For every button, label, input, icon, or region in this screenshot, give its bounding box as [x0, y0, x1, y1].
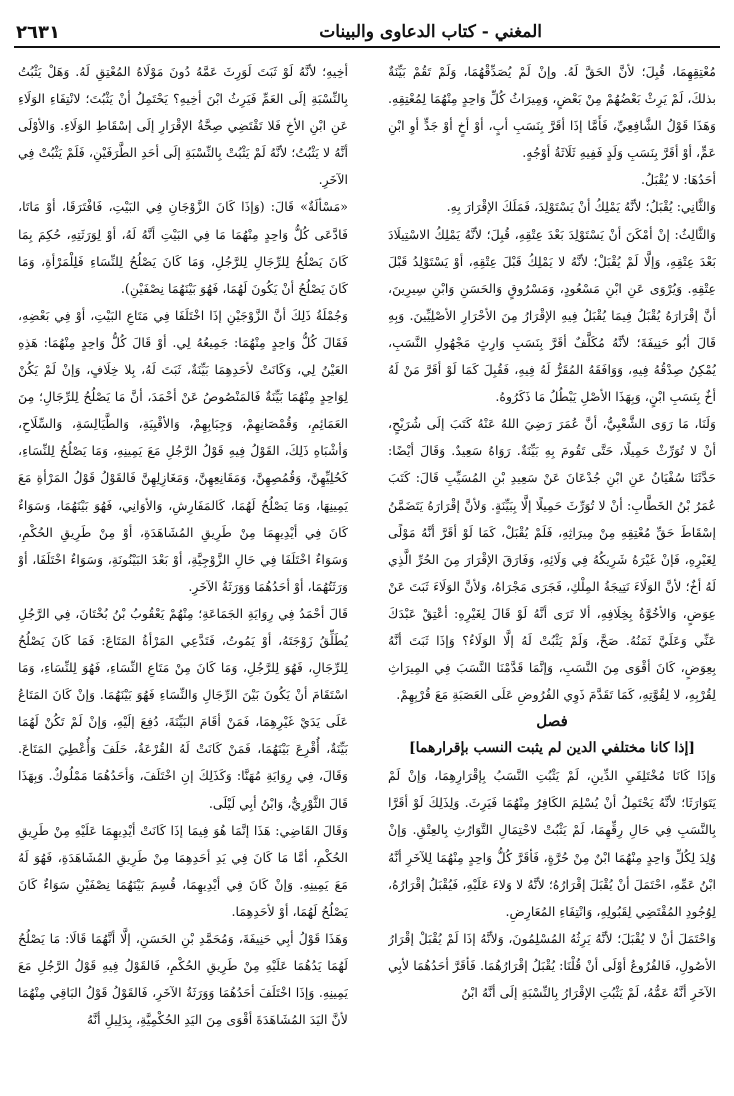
paragraph: وَالثَّالِثُ: إنْ أمْكَنَ أنْ يَسْتَوْلِدَ بَعْدَ عِتْقِهِ، قُبِلَ؛ لأنَّهُ يَمْلِكُ الاسْتِيلَادَ بَعْدَ عِتْقِهِ، وَإلَّا لَمْ يُقْبَلْ؛ لأنَّهُ لا يَمْلِكُ قَبْلَ عِتْقِهِ، أوْ يَسْتَوْلِدُ قَبْلَ عِتْقِهِ. وَيُرْوَى عَنِ ابْنِ مَسْعُودٍ، وَمَسْرُوقٍ وَالحَسَنِ وَابْنِ سِيرِينَ، أنَّ إقْرَارَهُ يُقْبَلُ فِيمَا يُقْبَلُ فِيهِ الإقْرَارُ مِنَ الأحْرَارِ الأصْلِيِّينَ. وَبِهِ قَالَ أبُو حَنِيفَةَ؛ لأنَّهُ مُكَلَّفٌ أقَرَّ بِنَسَبِ وَارِثٍ مَجْهُولِ النَّسَبِ، يُمْكِنُ صِدْقُهُ فِيهِ، وَوَافَقَهُ المُقَرُّ لَهُ فِيهِ، فَقُبِلَ كَمَا لَوْ أقَرَّ مَنْ لَهُ أخٌ بِنَسَبِ ابْنٍ، وَبِهَذَا الأصْلِ يَبْطُلُ مَا ذَكَرُوهُ.	[388, 226, 716, 405]
page-number: ٢٦٣١	[16, 22, 60, 43]
paragraph: وَإذَا كَانَا مُخْتَلِفَيِ الدِّينِ، لَمْ يَثْبُتِ النَّسَبُ بِإقْرَارِهِمَا، وَإنْ لَمْ يَتَوَارَثَا؛ لأنَّهُ يَحْتَمِلُ أنْ يُسْلِمَ الكَافِرُ مِنْهُمَا فَيَرِثَ. وَلِذَلِكَ لَوْ أقَرَّا بِالنَّسَبِ فِي حَالِ رِقِّهِمَا، لَمْ يَثْبُتْ لاحْتِمَالِ التَّوَارُثِ بِالعِتْقِ. وَإنْ وُلِدَ لِكُلِّ وَاحِدٍ مِنْهُمَا ابْنٌ مِنْ حُرَّةٍ، فَأقَرَّ كُلُّ وَاحِدٍ مِنْهُمَا لِلآخَرِ أنَّهُ ابْنُ عَمِّهِ، احْتَمَلَ أنْ يُقْبَلَ إقْرَارُهُ؛ لأنَّهُ لا وَلاءَ عَلَيْهِ، فَيُقْبَلُ إقْرَارُهُ، لِوُجُودِ المُقْتَضِي لِقَبُولِهِ، وَانْتِفَاءِ المُعَارِضِ.	[388, 768, 716, 919]
paragraph: وَالثَّانِي: يُقْبَلُ؛ لأنَّهُ يَمْلِكُ أنْ يَسْتَوْلِدَ، فَمَلَكَ الإقْرَارَ بِهِ.	[446, 199, 716, 215]
page-header	[14, 20, 720, 48]
section-label: فصل	[536, 712, 568, 731]
paragraph: وَاحْتَمَلَ أنْ لا يُقْبَلَ؛ لأنَّهُ يَرِثُهُ المُسْلِمُونَ، وَلأنَّهُ إذَا لَمْ يُقْبَلْ إقْرَارُ الأصُولِ، فَالفُرُوعُ أوْلَى أنْ قُلْنَا: يُقْبَلُ إقْرَارُهُمَا. فَأقَرَّ أحَدُهُمَا لأبِي الآخَرِ أنَّهُ عَمُّهُ، لَمْ يَثْبُتِ الإقْرَارُ بِالنِّسْبَةِ إلَى أنَّهُ ابْنُ	[388, 930, 716, 1000]
paragraph: وَقَالَ القَاضِي: هَذَا إنَّمَا هُوَ فِيمَا إذَا كَانَتْ أيْدِيهِمَا عَلَيْهِ مِنْ طَرِيقِ الحُكْمِ، أمَّا مَا كَانَ فِي يَدِ أحَدِهِمَا مِنْ طَرِيقِ المُشَاهَدَةِ، فَهُوَ لَهُ مَعَ يَمِينِهِ. وَإنْ كَانَ فِي أيْدِيهِمَا، قُسِمَ بَيْنَهُمَا نِصْفَيْنِ سَوَاءٌ كَانَ يَصْلُحُ لَهُمَا، أوْ لأحَدِهِمَا.	[18, 822, 348, 919]
paragraph: «مَسْألَةٌ» قَالَ: (وَإذَا كَانَ الزَّوْجَانِ فِي البَيْتِ، فَافْتَرَقَا، أوْ مَاتَا، فَادَّعَى كُلُّ وَاحِدٍ مِنْهُمَا مَا فِي البَيْتِ أنَّهُ لَهُ، أوْ لِوَرَثَتِهِ، حُكِمَ بِمَا كَانَ يَصْلُحُ لِلرِّجَالِ لِلرَّجُلِ، وَمَا كَانَ يَصْلُحُ لِلنِّسَاءِ فَلِلْمَرْأةِ، وَمَا كَانَ يَصْلُحُ أنْ يَكُونَ لَهُمَا، فَهُوَ بَيْنَهُمَا نِصْفَيْنِ).	[18, 199, 348, 296]
book-title: المغني - كتاب الدعاوى والبينات	[319, 22, 542, 42]
paragraph: أخِيهِ؛ لأنَّهُ لَوْ ثَبَتَ لَوَرِثَ عَمَّهُ دُونَ مَوْلَاهُ المُعْتِقِ لَهُ. وَهَلْ يَثْبُتُ بِالنِّسْبَةِ إلَى العَمِّ فَيَرِثُ ابْنَ أخِيهِ؟ يَحْتَمِلُ أنْ يَثْبُتَ؛ لانْتِفَاءِ الوَلَاءِ عَنِ ابْنِ الأخِ فَلا تَقْتَضِي صِحَّةُ الإقْرَارِ إلَى إسْقَاطِ الوَلَاءِ. وَالأوْلَى أنَّهُ لا يَثْبُتُ؛ لأنَّهُ لَمْ يَثْبُتْ بِالنِّسْبَةِ إلَى أحَدِ الطَّرَفَيْنِ، فَلَمْ يَثْبُتْ فِي الآخَرِ.	[18, 64, 348, 188]
paragraph: وَهَذَا قَوْلُ أبِي حَنِيفَةَ، وَمُحَمَّدِ بْنِ الحَسَنِ، إلَّا أنَّهُمَا قَالَا: مَا يَصْلُحُ لَهُمَا يَدُهُمَا عَلَيْهِ مِنْ طَرِيقِ الحُكْمِ، فَالقَوْلُ فِيهِ قَوْلُ الرَّجُلِ مَعَ يَمِينِهِ. وَإذَا اخْتَلَفَ أحَدُهُمَا وَوَرَثَةُ الآخَرِ، فَالقَوْلُ قَوْلُ البَاقِي مِنْهُمَا لأنَّ اليَدَ المُشَاهَدَةَ أقْوَى مِنَ اليَدِ الحُكْمِيَّةِ، بِدَلِيلِ أنَّهُ	[18, 931, 348, 1028]
paragraph: قَالَ أحْمَدُ فِي رِوَايَةِ الجَمَاعَةِ؛ مِنْهُمْ يَعْقُوبُ بْنُ بُخْتَانَ، فِي الرَّجُلِ يُطَلِّقُ زَوْجَتَهُ، أوْ يَمُوتُ، فَتَدَّعِي المَرْأةُ المَتَاعَ: فَمَا كَانَ يَصْلُحُ لِلرِّجَالِ، فَهُوَ لِلرَّجُلِ، وَمَا كَانَ مِنْ مَتَاعِ النِّسَاءِ، فَهُوَ لِلنِّسَاءِ، وَمَا اسْتَقَامَ أنْ يَكُونَ بَيْنَ الرِّجَالِ وَالنِّسَاءِ فَهُوَ بَيْنَهُمَا. وَإنْ كَانَ المَتَاعُ عَلَى يَدَيْ غَيْرِهِمَا، فَمَنْ أقَامَ البَيِّنَةَ، دُفِعَ إلَيْهِ، وَإنْ لَمْ تَكُنْ لَهُمَا بَيِّنَةٌ، أُقْرِعَ بَيْنَهُمَا، فَمَنْ كَانَتْ لَهُ القُرْعَةُ، حَلَفَ وَأُعْطِيَ المَتَاعَ. وَقَالَ، فِي رِوَايَةِ مُهَنَّا: وَكَذَلِكَ إنِ اخْتَلَفَ، وَأحَدُهُمَا مَمْلُوكٌ. وَبِهَذَا قَالَ الثَّوْرِيُّ، وَابْنُ أبِي لَيْلَى.	[18, 605, 348, 811]
section-heading: [إذا كانا مختلفي الدين لم يثبت النسب بإقرارهما]	[409, 740, 695, 757]
paragraph: وَلَنَا، مَا رَوَى الشَّعْبِيُّ، أنَّ عُمَرَ رَضِيَ اللهُ عَنْهُ كَتَبَ إلَى شُرَيْحٍ، أنْ لا تُوَرِّثْ حَمِيلًا، حَتَّى تَقُومَ بِهِ بَيِّنَةٌ. رَوَاهُ سَعِيدٌ. وَقَالَ أيْضًا: حَدَّثَنَا سُفْيَانُ عَنِ ابْنِ جُدْعَانَ عَنْ سَعِيدِ بْنِ المُسَيِّبِ قَالَ: كَتَبَ عُمَرُ بْنُ الخَطَّابِ: أنْ لا تُوَرِّثَ حَمِيلًا إلَّا بِبَيِّنَةٍ. وَلأنَّ إقْرَارَهُ يَتَضَمَّنُ إسْقَاطَ حَقِّ مُعْتِقِهِ مِنْ مِيرَاثِهِ، فَلَمْ يُقْبَلْ، كَمَا لَوْ أقَرَّ أنَّهُ مَوْلًى لِغَيْرِهِ، فَإنْ غَيْرَهُ شَرِيكُهُ فِي وَلَائِهِ، وَفَارَقَ الإقْرَارَ مِنَ الحُرِّ الَّذِي لَهُ أخٌ؛ لأنَّ الوَلَاءَ نَتِيجَةُ المِلْكِ، فَجَرَى مَجْرَاهُ، وَلأنَّ الوَلَاءَ ثَبَتَ عَنْ عِوَضٍ، وَالأخُوَّةُ بِخِلَافِهِ، ألا تَرَى أنَّهُ لَوْ قَالَ لِغَيْرِهِ: أعْتِقْ عَبْدَكَ عَنِّي وَعَلَيَّ ثَمَنُهُ. صَحَّ، وَلَمْ يَثْبُتْ لَهُ إلَّا الوَلَاءُ؟ وَإذَا ثَبَتَ أنَّهُ بِعِوَضٍ، كَانَ أقْوَى مِنَ النَّسَبِ، وَإنَّمَا قَدَّمْنَا النَّسَبَ فِي المِيرَاثِ لِقُرْبِهِ، لا لِقُوَّتِهِ، كَمَا تَقَدَّمَ ذَوِي الفُرُوضِ عَلَى العَصَبَةِ مَعَ قُرْبِهِمْ.	[388, 416, 716, 703]
paragraph: أحَدُهَا: لا يُقْبَلُ.	[640, 172, 716, 188]
left-column	[18, 58, 348, 1082]
right-column	[388, 58, 716, 1082]
paragraph: وَجُمْلَةُ ذَلِكَ أنَّ الزَّوْجَيْنِ إذَا اخْتَلَفَا فِي مَتَاعِ البَيْتِ، أوْ فِي بَعْضِهِ، فَقَالَ كُلُّ وَاحِدٍ مِنْهُمَا: جَمِيعُهُ لِي. أوْ قَالَ كُلُّ وَاحِدٍ مِنْهُمَا: هَذِهِ العَيْنُ لِي، وَكَانَتْ لأحَدِهِمَا بَيِّنَةٌ، ثَبَتَ لَهُ، بِلا خِلَافٍ، وَإنْ لَمْ يَكُنْ لِوَاحِدٍ مِنْهُمَا بَيِّنَةٌ فَالمَنْصُوصُ عَنْ أحْمَدَ، أنَّ مَا يَصْلُحُ لِلرِّجَالِ؛ مِنَ العَمَائِمِ، وَقُمْصَانِهِمْ، وَجِبَابِهِمْ، وَالأقْبِيَةِ، وَالطَّيَالِسَةِ، وَالسِّلَاحِ، وَأشْبَاهِ ذَلِكَ، القَوْلُ فِيهِ قَوْلُ الرَّجُلِ مَعَ يَمِينِهِ، وَمَا يَصْلُحُ لِلنِّسَاءِ، كَحُلِيِّهِنَّ، وَقُمُصِهِنَّ، وَمَقَانِعِهِنَّ، وَمَغَازِلِهِنَّ فَالقَوْلُ قَوْلُ المَرْأةِ مَعَ يَمِينِهَا، وَمَا يَصْلُحُ لَهُمَا، كَالمَفَارِشِ، وَالأوَانِي، فَهُوَ بَيْنَهُمَا، وَسَوَاءٌ كَانَ فِي أيْدِيهِمَا مِنْ طَرِيقِ المُشَاهَدَةِ، أوْ مِنْ طَرِيقِ الحُكْمِ، وَسَوَاءٌ اخْتَلَفَا فِي حَالِ الزَّوْجِيَّةِ، أوْ بَعْدَ البَيْنُونَةِ، وَسَوَاءٌ اخْتَلَفَا، أوْ وَرَثَتُهُمَا، أوْ أحَدُهُمَا وَوَرَثَةُ الآخَرِ.	[18, 307, 348, 594]
paragraph: مُعْتِقِهِمَا، قُبِلَ؛ لأنَّ الحَقَّ لَهُ. وإنْ لَمْ يُصَدِّقْهُمَا، وَلَمْ تَقُمْ بَيِّنَةٌ بذلكَ، لَمْ يَرِثْ بَعْضُهُمْ مِنْ بَعْضٍ، وَمِيرَاثُ كُلِّ وَاحِدٍ مِنْهُمَا لِمُعْتِقِهِ. وَهَذَا قَوْلُ الشَّافِعِيِّ، فَأَمَّا إذَا أقَرَّ بِنَسَبِ أبٍ، أوْ أخٍ أوْ جَدٍّ أوِ ابْنِ عَمٍّ، أوْ أقَرَّ بِنَسَبِ وَلَدٍ فَفِيهِ ثَلَاثَةُ أوْجُهٍ.	[388, 64, 716, 161]
